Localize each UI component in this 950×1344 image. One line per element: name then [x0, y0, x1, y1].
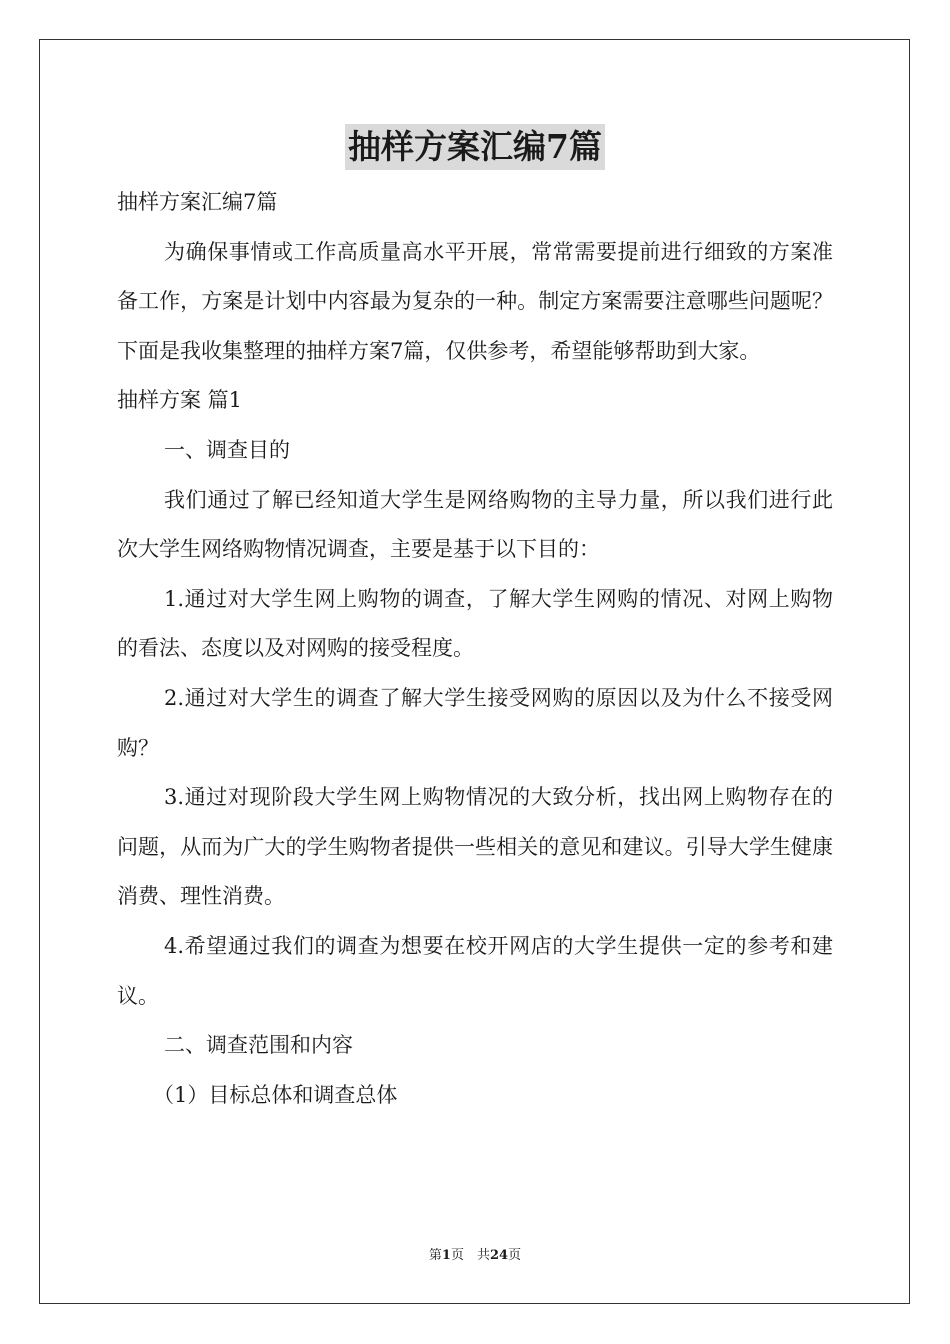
title-wrap	[0, 124, 950, 170]
section-heading: 抽样方案 篇1	[117, 388, 243, 413]
document-body	[117, 178, 833, 1120]
purpose-item-3: 3.通过对现阶段大学生网上购物情况的大致分析，找出网上购物存在的问题，从而为广大的学生购物者提供一些相关的意见和建议。引导大学生健康消费、理性消费。	[117, 785, 833, 909]
sub-heading-population: （1）目标总体和调查总体	[153, 1082, 398, 1107]
footer-prefix: 第	[428, 1248, 442, 1263]
footer-mid: 页 共	[450, 1248, 490, 1263]
purpose-paragraph: 我们通过了解已经知道大学生是网络购物的主导力量，所以我们进行此次大学生网络购物情况调查，主要是基于以下目的：	[117, 487, 833, 562]
heading-scope: 二、调查范围和内容	[164, 1033, 353, 1058]
footer-page-total: 24	[489, 1248, 509, 1263]
page-title: 抽样方案汇编7篇	[345, 124, 605, 170]
purpose-item-2: 2.通过对大学生的调查了解大学生接受网购的原因以及为什么不接受网购？	[117, 685, 833, 760]
footer-page-current: 1	[441, 1248, 451, 1263]
document-subtitle: 抽样方案汇编7篇	[117, 190, 278, 214]
purpose-item-4: 4.希望通过我们的调查为想要在校开网店的大学生提供一定的参考和建议。	[117, 933, 833, 1008]
intro-paragraph: 为确保事情或工作高质量高水平开展，常常需要提前进行细致的方案准备工作，方案是计划中内容最为复杂的一种。制定方案需要注意哪些问题呢？下面是我收集整理的抽样方案7篇，仅供参考，希望能够帮助到大家。	[117, 239, 833, 363]
page-footer	[0, 1247, 950, 1265]
purpose-item-1: 1.通过对大学生网上购物的调查，了解大学生网购的情况、对网上购物的看法、态度以及对网购的接受程度。	[117, 586, 833, 661]
heading-purpose: 一、调查目的	[164, 437, 290, 462]
footer-suffix: 页	[508, 1248, 522, 1263]
